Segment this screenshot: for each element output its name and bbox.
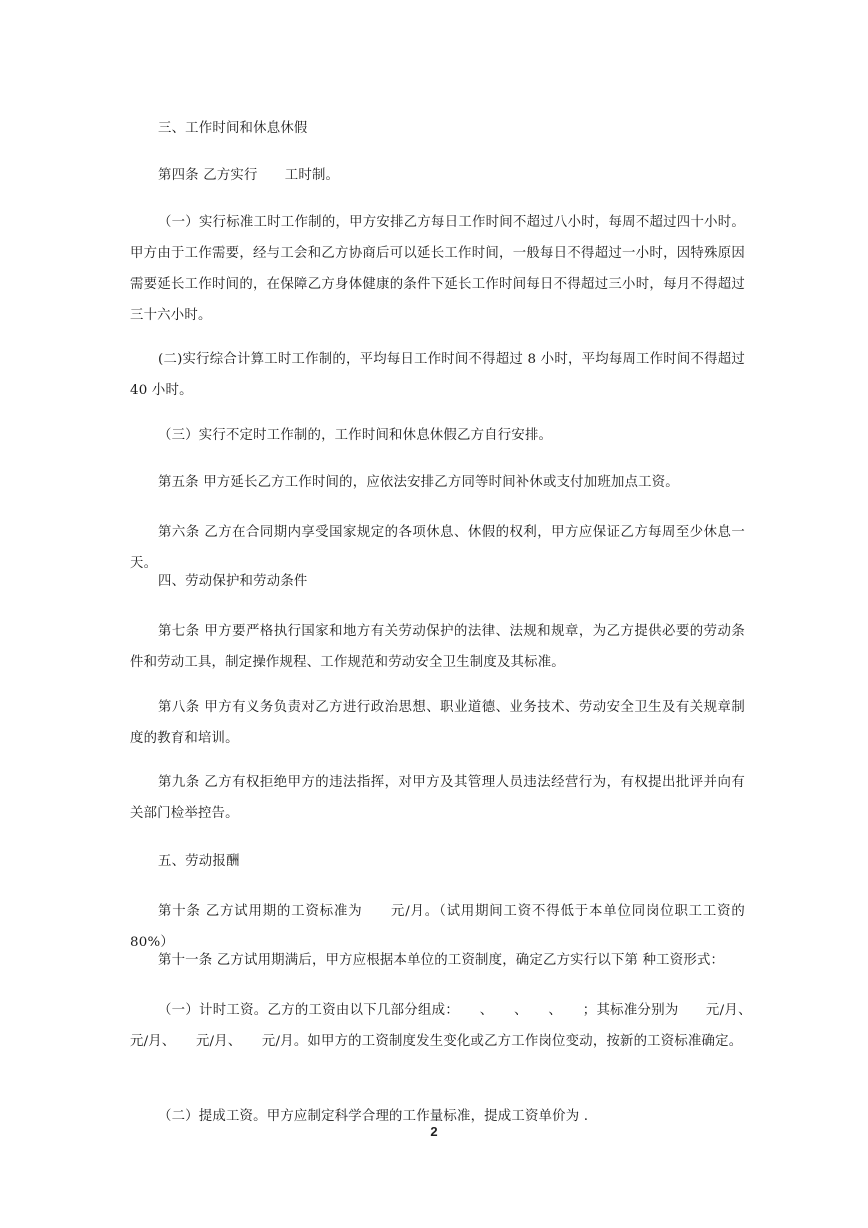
page-number: 2 — [430, 1124, 438, 1139]
section-heading-labor-protection: 四、劳动保护和劳动条件 — [158, 574, 308, 589]
article-4-item-1: （一）实行标准工时工作制的，甲方安排乙方每日工作时间不超过八小时，每周不超过四十小时。甲方由于工作需要，经与工会和乙方协商后可以延长工作时间，一般每日不得超过一小时，因特殊原因需要延长工作时间的，在保障乙方身体健康的条件下延长工作时间每日不得超过三小时，每月不得超过三十六小时。 — [130, 215, 745, 323]
section-heading-remuneration: 五、劳动报酬 — [158, 854, 240, 869]
article-5: 第五条 甲方延长乙方工作时间的，应依法安排乙方同等时间补休或支付加班加点工资。 — [158, 475, 679, 490]
article-7: 第七条 甲方要严格执行国家和地方有关劳动保护的法律、法规和规章，为乙方提供必要的劳动条件和劳动工具，制定操作规程、工作规范和劳动安全卫生制度及其标准。 — [130, 624, 745, 670]
section-heading-work-time: 三、工作时间和休息休假 — [158, 121, 308, 136]
article-4-item-3: （三）实行不定时工作制的，工作时间和休息休假乙方自行安排。 — [158, 428, 553, 443]
article-4-item-2: (二)实行综合计算工时工作制的，平均每日工作时间不得超过 8 小时，平均每周工作时间不得超过 40 小时。 — [130, 352, 750, 398]
article-4: 第四条 乙方实行 工时制。 — [158, 168, 340, 183]
article-6: 第六条 乙方在合同期内享受国家规定的各项休息、休假的权利，甲方应保证乙方每周至少休息一天。 — [130, 525, 745, 571]
article-11-item-1: （一）计时工资。乙方的工资由以下几部分组成： 、 、 、 ；其标准分别为 元/月、 元/月、 元/月、 元/月。如甲方的工资制度发生变化或乙方工作岗位变动，按新的工资标准确定。 — [130, 1003, 773, 1049]
article-11-item-2: （二）提成工资。甲方应制定科学合理的工作量标准，提成工资单价为 . — [158, 1109, 589, 1124]
article-10: 第十条 乙方试用期的工资标准为 元/月。（试用期间工资不得低于本单位同岗位职工工资的 80%） — [130, 904, 750, 950]
article-9: 第九条 乙方有权拒绝甲方的违法指挥，对甲方及其管理人员违法经营行为，有权提出批评并向有关部门检举控告。 — [130, 775, 745, 821]
article-8: 第八条 甲方有义务负责对乙方进行政治思想、职业道德、业务技术、劳动安全卫生及有关规章制度的教育和培训。 — [130, 700, 745, 746]
article-11: 第十一条 乙方试用期满后，甲方应根据本单位的工资制度，确定乙方实行以下第 种工资形式： — [158, 953, 725, 968]
